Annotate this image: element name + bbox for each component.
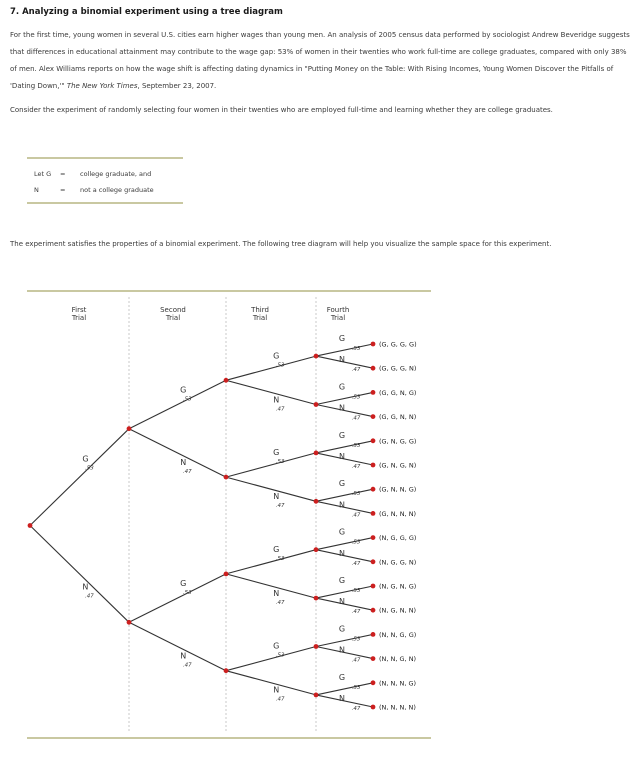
branch-letter-l3-7: N — [273, 685, 280, 695]
branch-letter-l4-14: G — [338, 672, 346, 682]
branch-n-l3-3 — [226, 477, 316, 501]
tree-node-1-0 — [127, 426, 132, 431]
tree-node-0-0 — [28, 523, 33, 528]
outcome-label-14: (N, N, N, G) — [379, 679, 417, 688]
outcome-label-5: (G, N, G, N) — [379, 461, 417, 470]
branch-letter-l2-3: N — [180, 651, 187, 661]
branch-g-l2-2 — [129, 574, 226, 622]
branch-prob-l4-0: .53 — [351, 346, 361, 352]
tree-node-4-15 — [371, 705, 376, 710]
branch-letter-l4-1: N — [339, 355, 345, 365]
branch-prob-l4-15: .47 — [351, 706, 361, 712]
n-symbol: N — [34, 186, 39, 194]
tree-node-4-11 — [371, 608, 376, 613]
branch-n-l3-5 — [226, 574, 316, 598]
branch-prob-l3-0: .53 — [275, 362, 285, 369]
tree-node-2-0 — [224, 378, 229, 383]
trial-header-2-line1: Second — [160, 306, 186, 314]
g-meaning: college graduate, and — [80, 170, 152, 178]
branch-n-l3-7 — [226, 671, 316, 695]
outcome-label-2: (G, G, N, G) — [379, 388, 417, 397]
branch-letter-l2-1: N — [180, 457, 187, 467]
tree-node-4-3 — [371, 414, 376, 419]
outcome-label-13: (N, N, G, N) — [379, 655, 417, 664]
tree-node-3-3 — [314, 499, 319, 504]
branch-prob-l2-1: .47 — [182, 468, 192, 475]
branch-letter-l1-1: N — [82, 582, 89, 592]
branch-letter-l3-1: N — [273, 395, 280, 405]
branch-prob-l2-2: .53 — [182, 590, 192, 597]
branch-prob-l4-1: .47 — [351, 367, 361, 374]
tree-node-4-8 — [371, 535, 376, 540]
n-meaning: not a college graduate — [80, 186, 154, 194]
intro-text-a: For the first time, young women in several U.S. cities earn higher wages than young men. An analysis of 2005 census data performed by sociologist Andrew Beveridge suggests that differences in educational attainment may contribute to the wage gap: 53% of women in their twenties who work full-time are college graduates, compared with only 38% of men. Alex Williams reports on how the wage shift is affecting dating dynamics in "Putting Money on the Table: With Rising Incomes, Young Women Discover the Pitfalls of 'Dating Down,'" — [10, 31, 630, 90]
outcome-label-1: (G, G, G, N) — [379, 364, 417, 373]
branch-letter-l1-0: G — [82, 454, 89, 464]
branch-letter-l3-4: G — [273, 544, 280, 554]
trial-header-4-line1: Fourth — [326, 306, 350, 314]
outcome-label-7: (G, N, N, N) — [379, 509, 417, 518]
branch-prob-l1-1: .47 — [85, 593, 94, 600]
branch-prob-l4-4: .53 — [351, 442, 361, 449]
tree-node-2-3 — [224, 668, 229, 673]
branch-letter-l3-0: G — [273, 351, 280, 361]
outcome-label-0: (G, G, G, G) — [379, 340, 417, 349]
branch-prob-l4-3: .47 — [351, 415, 361, 422]
tree-node-4-12 — [371, 632, 376, 637]
outcome-label-12: (N, N, G, G) — [379, 630, 417, 639]
branch-prob-l4-11: .47 — [351, 609, 361, 616]
branch-letter-l4-9: N — [339, 548, 345, 558]
tree-node-4-0 — [371, 342, 376, 347]
branch-g-l3-0 — [226, 356, 316, 380]
branch-prob-l2-0: .53 — [182, 396, 192, 403]
tree-node-4-5 — [371, 463, 376, 468]
equals-sign-n: = — [60, 186, 66, 194]
tree-node-3-0 — [314, 354, 319, 359]
binomial-paragraph: The experiment satisfies the properties of a binomial experiment. The following tree diagram will help you visualize the sample space for this experiment. — [10, 240, 552, 248]
tree-node-2-2 — [224, 572, 229, 577]
branch-prob-l4-5: .47 — [351, 464, 361, 470]
branch-g-l3-4 — [226, 550, 316, 574]
source-publication: The New York Times — [66, 82, 138, 90]
tree-node-4-14 — [371, 680, 376, 685]
tree-node-4-9 — [371, 559, 376, 564]
branch-prob-l3-7: .47 — [275, 696, 285, 703]
tree-node-2-1 — [224, 475, 229, 480]
branch-prob-l3-1: .47 — [275, 406, 285, 413]
branch-prob-l3-5: .47 — [275, 599, 285, 606]
branch-letter-l3-5: N — [273, 588, 280, 598]
branch-letter-l4-6: G — [338, 479, 346, 489]
tree-node-1-1 — [127, 620, 132, 625]
branch-letter-l4-11: N — [339, 597, 345, 607]
intro-text-b: , September 23, 2007. — [137, 82, 217, 90]
branch-prob-l3-3: .47 — [275, 503, 285, 510]
tree-node-3-1 — [314, 402, 319, 407]
branch-letter-l2-0: G — [180, 385, 187, 395]
trial-header-4-line2: Trial — [330, 314, 346, 322]
branch-g-l3-6 — [226, 647, 316, 671]
branch-g-l1-0 — [30, 429, 129, 526]
equals-sign-g: = — [60, 170, 66, 178]
tree-node-4-13 — [371, 656, 376, 661]
branch-letter-l2-2: G — [180, 579, 187, 589]
trial-header-2-line2: Trial — [165, 314, 181, 322]
branch-letter-l4-10: G — [338, 576, 346, 585]
tree-node-4-10 — [371, 584, 376, 589]
tree-node-3-7 — [314, 693, 319, 698]
outcome-label-3: (G, G, N, N) — [379, 413, 417, 422]
branch-prob-l3-6: .53 — [275, 652, 285, 659]
tree-node-4-4 — [371, 438, 376, 443]
tree-node-4-7 — [371, 511, 376, 516]
branch-n-l3-1 — [226, 380, 316, 404]
tree-node-3-6 — [314, 644, 319, 649]
tree-node-4-6 — [371, 487, 376, 492]
branch-prob-l3-4: .53 — [275, 555, 285, 562]
trial-header-1-line1: First — [71, 306, 87, 314]
outcome-label-9: (N, G, G, N) — [379, 558, 417, 567]
branch-letter-l4-15: N — [339, 694, 345, 703]
branch-prob-l4-10: .53 — [351, 588, 361, 594]
branch-letter-l4-4: G — [338, 430, 346, 440]
question-title: 7. Analyzing a binomial experiment using a tree diagram — [10, 7, 283, 17]
trial-header-3-line1: Third — [251, 306, 269, 314]
tree-node-3-4 — [314, 547, 319, 552]
branch-prob-l4-14: .53 — [351, 684, 361, 691]
let-g-label: Let G — [34, 170, 52, 178]
trial-header-3-line2: Trial — [252, 314, 268, 322]
branch-prob-l4-2: .53 — [351, 394, 361, 401]
outcome-label-8: (N, G, G, G) — [379, 534, 417, 543]
outcome-label-6: (G, N, N, G) — [379, 485, 417, 494]
branch-prob-l4-13: .47 — [351, 657, 361, 664]
branch-prob-l3-2: .53 — [275, 459, 285, 466]
trial-header-1-line2: Trial — [71, 314, 87, 322]
tree-node-4-1 — [371, 366, 376, 371]
branch-prob-l4-6: .53 — [351, 491, 361, 498]
branch-letter-l4-2: G — [338, 382, 346, 392]
tree-node-3-2 — [314, 451, 319, 456]
branch-letter-l4-12: G — [338, 624, 346, 634]
branch-prob-l4-8: .53 — [351, 539, 361, 546]
experiment-paragraph: Consider the experiment of randomly selecting four women in their twenties who are employed full-time and learning whether they are college graduates. — [10, 106, 553, 114]
outcome-label-10: (N, G, N, G) — [379, 582, 417, 591]
branch-letter-l3-2: G — [273, 448, 280, 458]
branch-letter-l4-7: N — [339, 500, 345, 510]
outcome-label-15: (N, N, N, N) — [379, 703, 416, 712]
branch-letter-l3-3: N — [273, 492, 280, 502]
branch-prob-l1-0: .53 — [85, 465, 94, 472]
branch-n-l2-1 — [129, 429, 226, 477]
branch-prob-l4-9: .47 — [351, 560, 361, 567]
branch-letter-l3-6: G — [273, 641, 280, 651]
branch-g-l2-0 — [129, 380, 226, 428]
branch-prob-l4-12: .53 — [351, 636, 361, 643]
outcome-label-11: (N, G, N, N) — [379, 606, 417, 615]
branch-letter-l4-8: G — [338, 527, 346, 537]
branch-prob-l2-3: .47 — [182, 662, 192, 669]
branch-n-l1-1 — [30, 526, 129, 623]
branch-prob-l4-7: .47 — [351, 512, 361, 519]
branch-letter-l4-3: N — [339, 403, 345, 413]
branch-letter-l4-5: N — [339, 452, 345, 461]
branch-n-l2-3 — [129, 622, 226, 670]
tree-node-4-2 — [371, 390, 376, 395]
branch-letter-l4-13: N — [339, 645, 345, 655]
branch-letter-l4-0: G — [338, 334, 346, 343]
outcome-label-4: (G, N, G, G) — [379, 437, 417, 446]
branch-g-l3-2 — [226, 453, 316, 477]
tree-node-3-5 — [314, 596, 319, 601]
